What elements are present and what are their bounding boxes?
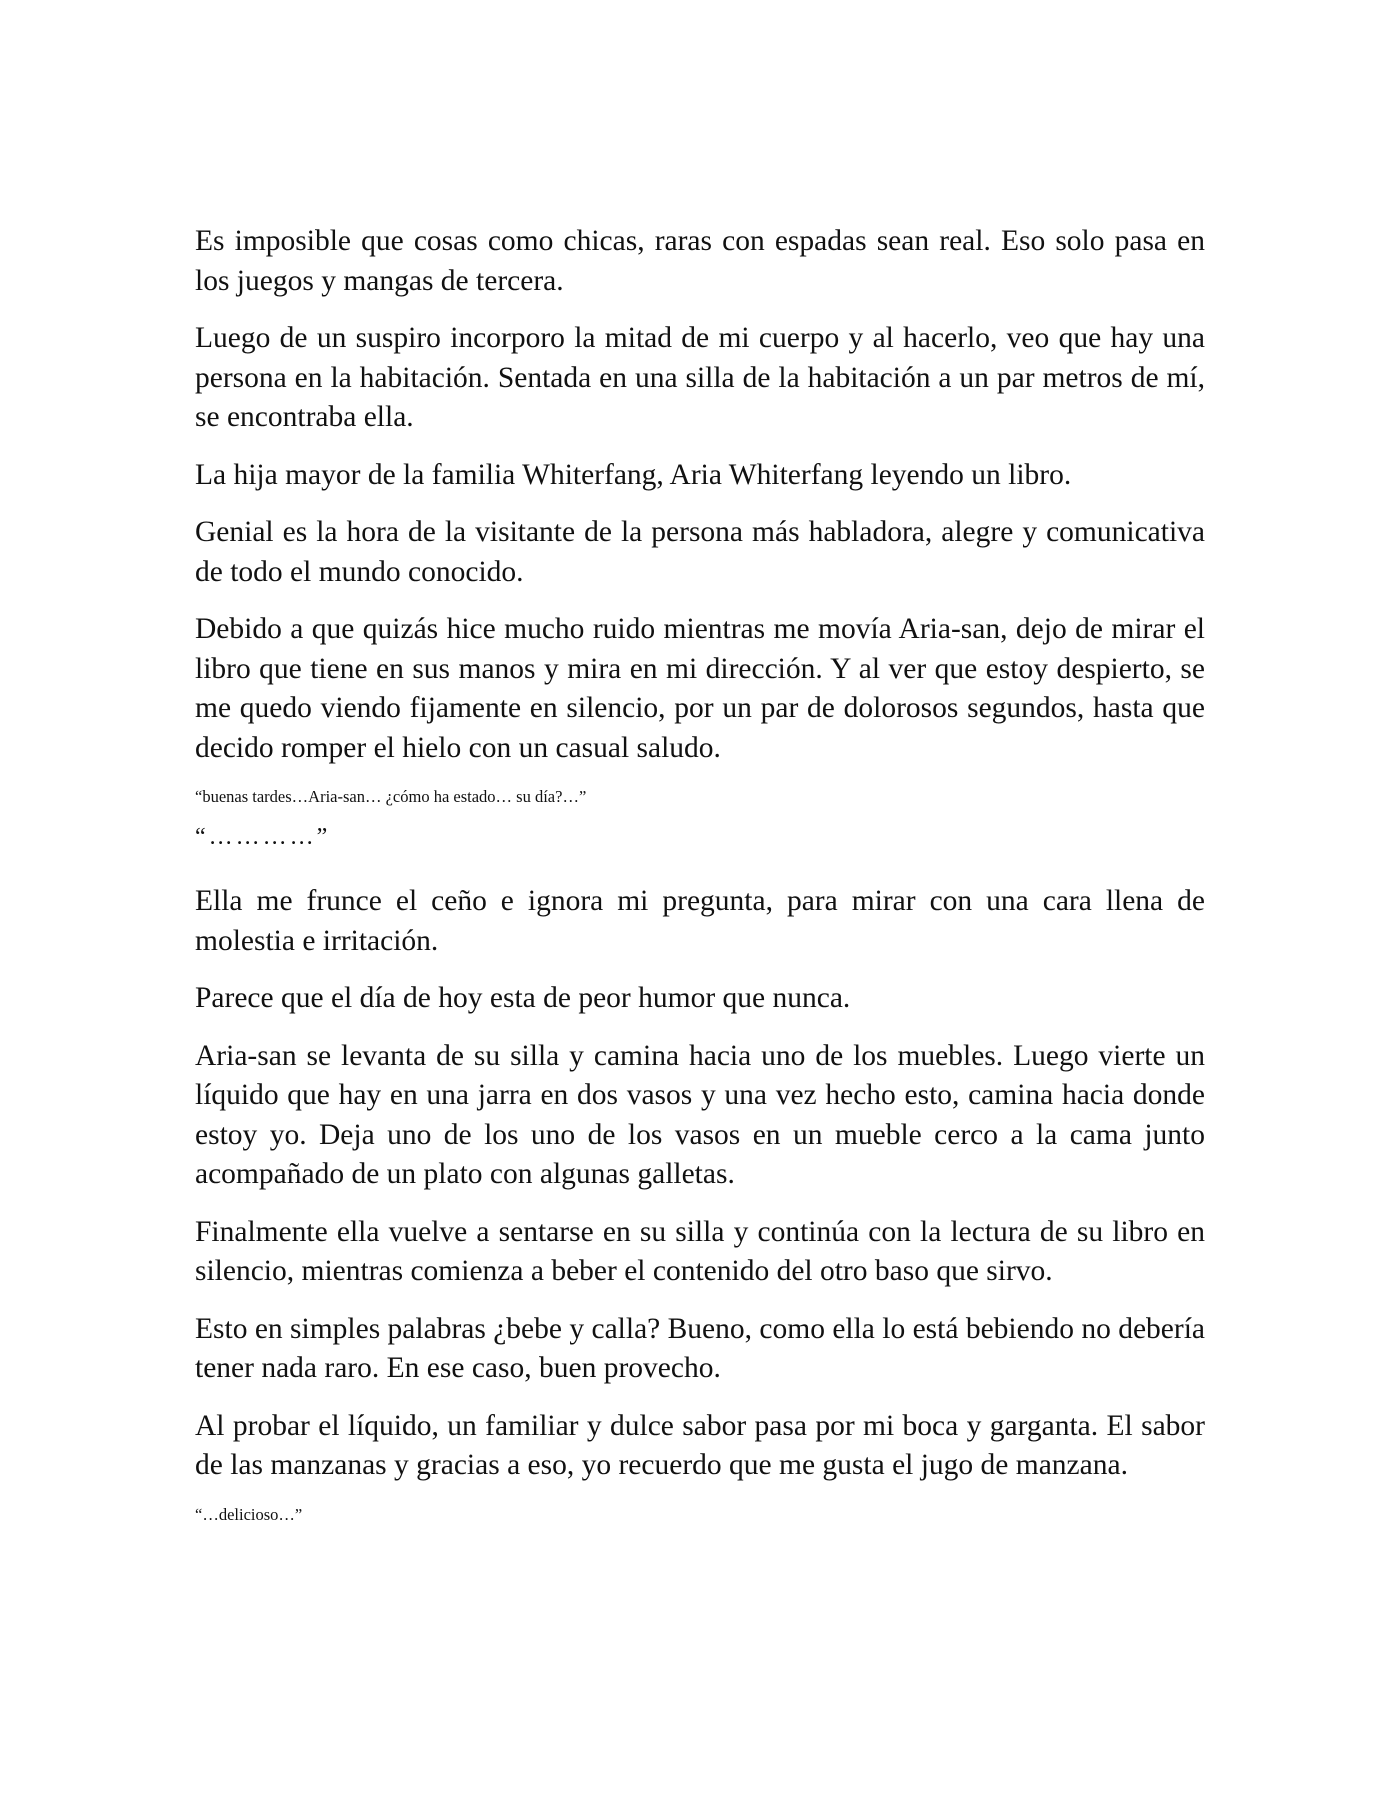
paragraph: Genial es la hora de la visitante de la persona más habladora, alegre y comunicativa de todo el mundo conocido. [195,516,1205,588]
dialogue-line: “buenas tardes…Aria-san… ¿cómo ha estado… su día?…” [195,787,587,806]
paragraph: Esto en simples palabras ¿bebe y calla? Bueno, como ella lo está bebiendo no debería tener nada raro. En ese caso, buen provecho. [195,1312,1206,1384]
paragraph: Ella me frunce el ceño e ignora mi pregunta, para mirar con una cara llena de molestia e irritación. [195,885,1205,957]
paragraph: Aria-san se levanta de su silla y camina hacia uno de los muebles. Luego vierte un líquido que hay en una jarra en dos vasos y una vez hecho esto, camina hacia donde estoy yo. Deja uno de los uno de los vasos en un mueble cerco a la cama junto acompañado de un plato con algunas galletas. [195,1039,1205,1190]
paragraph: Al probar el líquido, un familiar y dulce sabor pasa por mi boca y garganta. El sabor de las manzanas y gracias a eso, yo recuerdo que me gusta el jugo de manzana. [195,1409,1205,1481]
paragraph: Es imposible que cosas como chicas, raras con espadas sean real. Eso solo pasa en los juegos y mangas de tercera. [195,225,1205,297]
paragraph: Finalmente ella vuelve a sentarse en su silla y continúa con la lectura de su libro en silencio, mientras comienza a beber el contenido del otro baso que sirvo. [195,1215,1205,1287]
dialogue-silence: “…………” [195,824,331,850]
dialogue-line: “…delicioso…” [195,1504,303,1524]
paragraph: Luego de un suspiro incorporo la mitad de mi cuerpo y al hacerlo, veo que hay una persona en la habitación. Sentada en una silla de la habitación a un par metros de mí, se encontraba ella. [195,322,1205,433]
paragraph: La hija mayor de la familia Whiterfang, Aria Whiterfang leyendo un libro. [195,458,1072,491]
document-page [195,222,1205,1552]
paragraph: Parece que el día de hoy esta de peor humor que nunca. [195,982,851,1014]
paragraph: Debido a que quizás hice mucho ruido mientras me movía Aria-san, dejo de mirar el libro que tiene en sus manos y mira en mi dirección. Y al ver que estoy despierto, se me quedo viendo fijamente en silencio, por un par de dolorosos segundos, hasta que decido romper el hielo con un casual saludo. [195,613,1205,764]
